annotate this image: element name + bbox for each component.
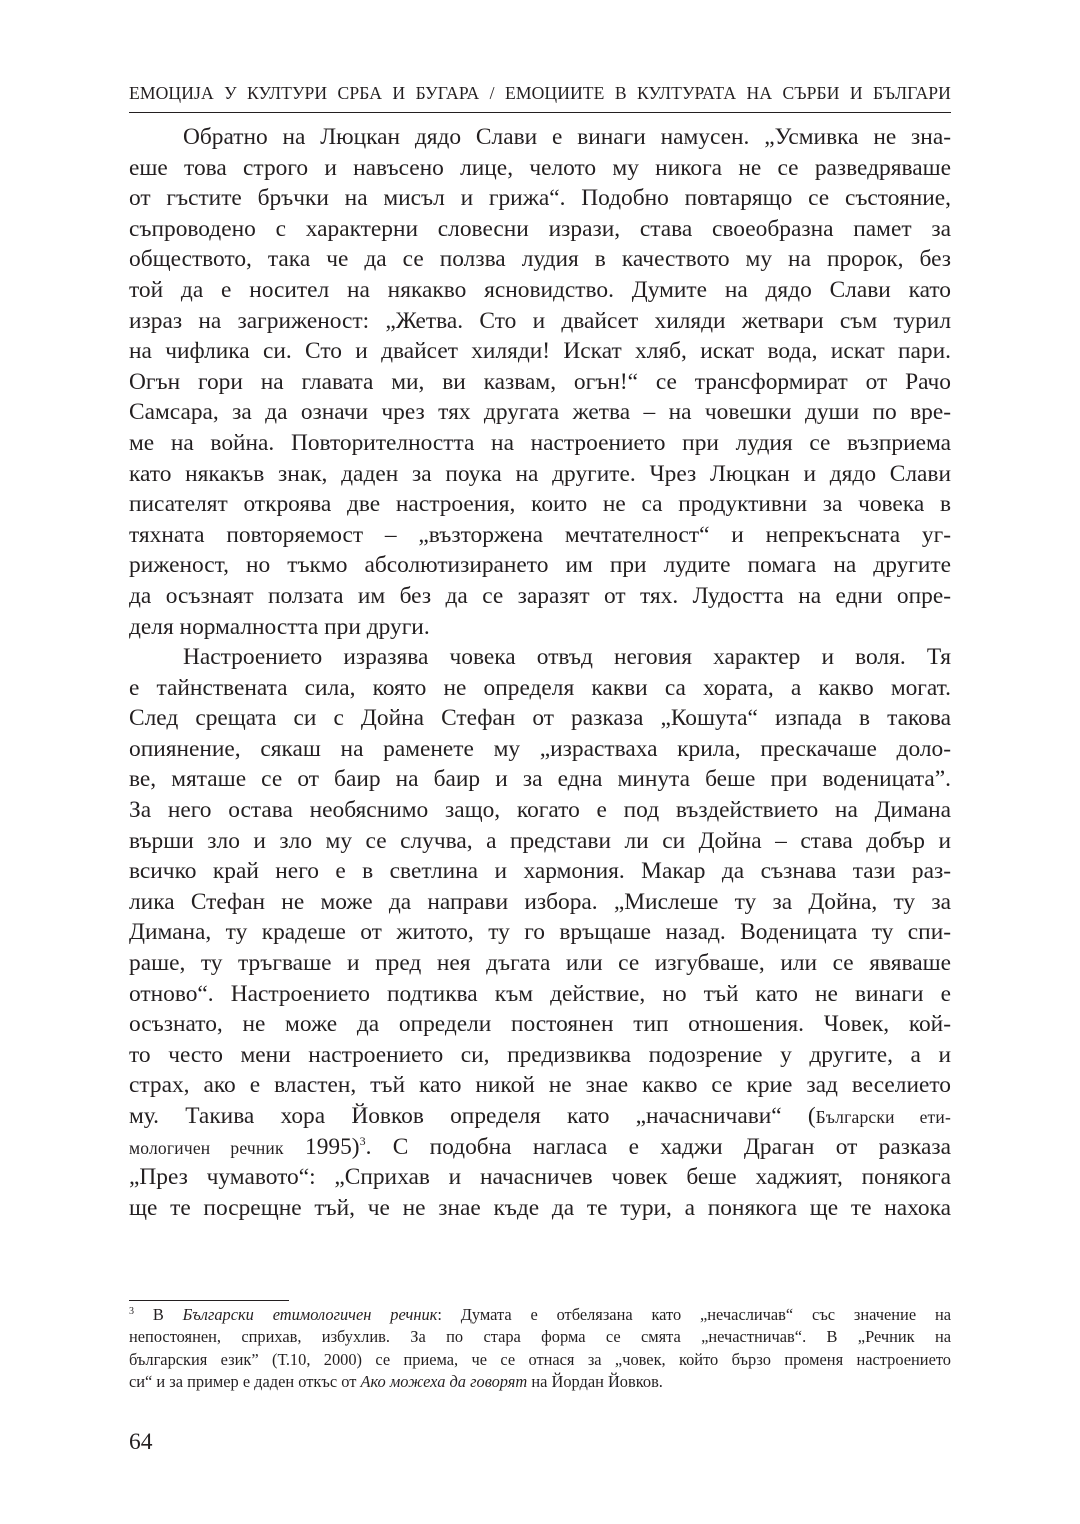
text-segment: си“ и за пример е даден откъс от	[129, 1371, 361, 1391]
text-line: „През чумавото“: „Сприхав и начасничев човек беше хаджият, понякога	[129, 1164, 951, 1191]
main-text	[129, 122, 951, 1223]
text-line: да осъзнаят ползата им без да се заразят от тях. Лудостта на едни опре-	[129, 582, 951, 609]
text-line: върши зло и зло му се случва, а представи ли си Дойна – става добър и	[129, 827, 951, 854]
text-line: е тайнствената сила, която не определя какви са хората, а какво могат.	[129, 674, 951, 701]
text-line: еше това строго и навъсено лице, челото му никога не се разведряваше	[129, 154, 951, 181]
small-caps-title: Български ети-	[815, 1107, 951, 1127]
text-line: раше, ту тръгваше и пред нея дъгата или се изгубваше, или се явяваше	[129, 950, 951, 977]
text-line: След срещата си с Дойна Стефан от разказа „Кошута“ изпада в такова	[129, 705, 951, 732]
text-line: той да е носител на някакво ясновидство. Думите на дядо Слави като	[129, 276, 951, 303]
text-line: ме на война. Повторителността на настроението при лудия се възприема	[129, 429, 951, 456]
text-line: лика Стефан не може да направи избора. „Мислеше ту за Дойна, ту за	[129, 888, 951, 915]
text-line: то често мени настроението си, предизвиква подозрение у другите, а и	[129, 1041, 951, 1068]
italic-title: Български етимологичен речник	[182, 1305, 438, 1324]
text-line: ще те посрещне тъй, че не знае къде да те тури, а понякога ще те нахока	[129, 1194, 951, 1221]
text-line: на чифлика си. Сто и двайсет хиляди! Искат хляб, искат вода, искат пари.	[129, 338, 951, 365]
footnote-ref: 3	[359, 1133, 366, 1148]
text-line	[129, 1132, 951, 1163]
italic-title: Ако можеха да говорят	[360, 1371, 528, 1391]
footnote-rule	[129, 1300, 289, 1301]
text-line: всичко край него е в светлина и хармония. Макар да съзнава тази раз-	[129, 858, 951, 885]
text-line: деля нормалността при други.	[129, 613, 430, 640]
footnote-line: българския език” (Т.10, 2000) се приема, че се отнася за „човек, който бързо променя настроението	[129, 1349, 951, 1369]
text-line: Самсара, за да означи чрез тях другата жетва – на човешки души по вре-	[129, 399, 951, 426]
text-line: обществото, така че да се ползва лудия в качеството му на пророк, без	[129, 246, 951, 273]
page-number: 64	[129, 1429, 153, 1455]
header-rule	[129, 112, 951, 113]
footnote-marker: 3	[129, 1306, 134, 1317]
text-line: писателят откроява две настроения, които не са продуктивни за човека в	[129, 491, 951, 518]
text-line: тяхната повторяемост – „възторжена мечтателност“ и непрекъсната уг-	[129, 521, 951, 548]
text-line: осъзнато, не може да определи постоянен тип отношения. Човек, кой-	[129, 1011, 951, 1038]
text-line: страх, ако е властен, тъй като никой не знае какво се крие зад веселието	[129, 1072, 951, 1099]
running-head: ЕМОЦИЈА У КУЛТУРИ СРБА И БУГАРА / ЕМОЦИИТЕ В КУЛТУРАТА НА СЪРБИ И БЪЛГАРИ	[129, 83, 951, 103]
text-line: риженост, но тъкмо абсолютизирането им при лудите помага на другите	[129, 552, 951, 579]
text-line: Настроението изразява човека отвъд неговия характер и воля. Тя	[183, 644, 951, 671]
text-line: Огън гори на главата ми, ви казвам, огън!“ се трансформират от Рачо	[129, 368, 951, 395]
text-segment: на Йордан Йовков.	[527, 1371, 663, 1391]
text-line: опиянение, сякаш на раменете му „израстваха крила, прескачаше доло-	[129, 735, 951, 762]
footnote-line	[129, 1304, 951, 1326]
text-line: За него остава необяснимо защо, когато е под въздействието на Димана	[129, 797, 951, 824]
text-line: съпроводено с характерни словесни изрази, става своеобразна памет за	[129, 215, 951, 242]
small-caps-title: мологичен речник	[129, 1137, 284, 1158]
text-line: Обратно на Люцкан дядо Слави е винаги намусен. „Усмивка не зна-	[183, 124, 951, 150]
text-line: от гъстите бръчки на мисъл и грижа“. Подобно повтарящо се състояние,	[129, 185, 951, 212]
text-line	[129, 1101, 951, 1132]
text-segment: : Думата е отбелязана като „нечасличав“ със значение на	[437, 1305, 951, 1324]
text-line: отново“. Настроението подтиква към действие, но тъй като не винаги е	[129, 980, 951, 1007]
text-segment: 1995)	[283, 1133, 360, 1160]
text-line: като някакъв знак, даден за поука на другите. Чрез Люцкан и дядо Слави	[129, 460, 951, 487]
text-segment: В	[134, 1305, 183, 1324]
text-segment: му. Такива хора Йовков определя като „начасничави“ (	[129, 1103, 816, 1129]
text-segment: . С подобна нагласа е хаджи Драган от разказа	[365, 1133, 951, 1160]
footnote-line: непостоянен, сприхав, избухлив. За по стара форма се смята „нечастничав“. В „Речник на	[129, 1327, 951, 1347]
text-line: ве, мяташе се от баир на баир и за една минута беше при воденицата”.	[129, 766, 951, 793]
text-line: израз на загриженост: „Жетва. Сто и двайсет хиляди жетвари съм турил	[129, 307, 951, 334]
footnotes	[129, 1304, 951, 1393]
text-line: Димана, ту крадеше от житото, ту го връщаше назад. Воденицата ту спи-	[129, 919, 951, 946]
footnote-line	[129, 1371, 951, 1393]
